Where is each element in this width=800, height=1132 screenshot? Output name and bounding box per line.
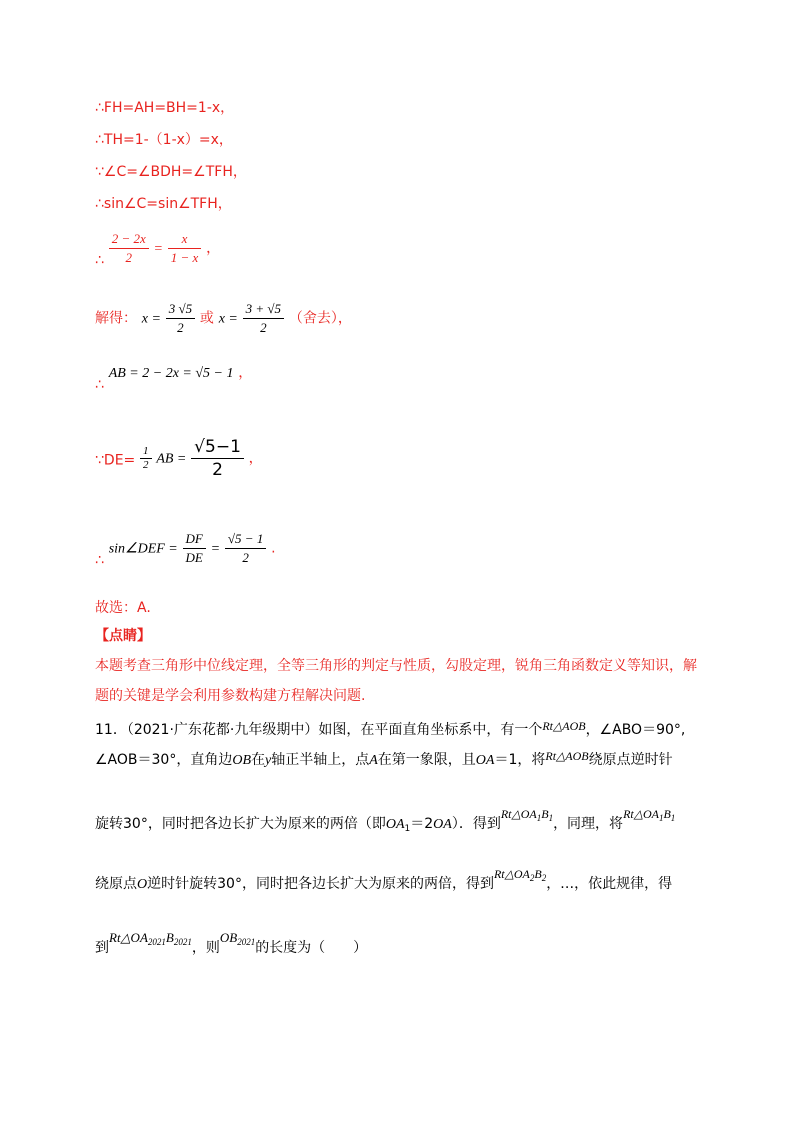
solution-line-5: ∴ $\frac{2 - 2x}{2}$ = $\frac{x}{1 - x}$ ， [95,231,221,269]
fraction-df-over-de: $\frac{DF}{DE}$ [183,530,206,567]
solution-line-8: ∵DE= $\frac{1}{2}$ AB = $\frac{√5-1}{2}$ ， [95,437,263,480]
question-line-2: ∠AOB＝30°，直角边OB在y轴正半轴上，点A在第一象限，且OA＝1，将Rt△AOB绕原点逆时针 [95,749,673,768]
comment-heading: 【点睛】 [95,628,151,644]
solution-line-4: ∴sin∠C=sin∠TFH， [95,196,232,212]
comment-line-1: 本题考查三角形中位线定理，全等三角形的判定与性质，勾股定理，锐角三角函数定义等知识，解 [95,658,697,674]
fraction-half: $\frac{1}{2}$ [140,445,152,472]
question-line-5: 到$Rt\triangle OA_{2021}B_{2021}$，则$OB_{2021}$的长度为（ ） [95,930,368,956]
solution-line-6: 解得： x = $\frac{3 √5}{2}$ 或 x = $\frac{3 + √5}{2}$ （舍去）， [95,301,352,335]
solution-line-2: ∴TH=1-（1-x）=x， [95,132,233,148]
fraction-x2: $\frac{3 + √5}{2}$ [243,300,284,337]
therefore-symbol: ∴ [95,252,104,269]
fraction-sqrt5-1-over-2-b: $\frac{√5 - 1}{2}$ [225,530,266,567]
solution-line-7: ∴ AB = 2 − 2x = √5 − 1 ， [95,365,253,393]
fraction-x-over-1-x: $\frac{x}{1 - x}$ [168,230,202,267]
question-line-4: 绕原点O逆时针旋转30°，同时把各边长扩大为原来的两倍，得到$Rt\triangle OA_2B_2$，…，依此规律，得 [95,867,673,892]
question-line-1: 11．（2021·广东花都·九年级期中）如图，在平面直角坐标系中，有一个Rt△AOB，∠ABO＝90°, [95,719,686,738]
question-line-3: 旋转30°，同时把各边长扩大为原来的两倍（即$OA_1=2OA$）．得到$Rt\triangle OA_1B_1$，同理，将$Rt\triangle OA_1B_1$ [95,807,676,834]
solution-line-1: ∴FH=AH=BH=1-x， [95,100,235,116]
solution-line-3: ∵∠C=∠BDH=∠TFH， [95,164,247,180]
fraction-2-2x-over-2: $\frac{2 - 2x}{2}$ [109,230,149,267]
fraction-x1: $\frac{3 √5}{2}$ [166,300,195,337]
answer-line: 故选：A. [95,600,151,616]
fraction-sqrt5-1-over-2: $\frac{√5-1}{2}$ [191,436,244,481]
solution-line-9: ∴ sin∠DEF = $\frac{DF}{DE}$ = $\frac{√5 - 1}{2}$ . [95,531,276,569]
comment-line-2: 题的关键是学会利用参数构建方程解决问题. [95,688,366,704]
